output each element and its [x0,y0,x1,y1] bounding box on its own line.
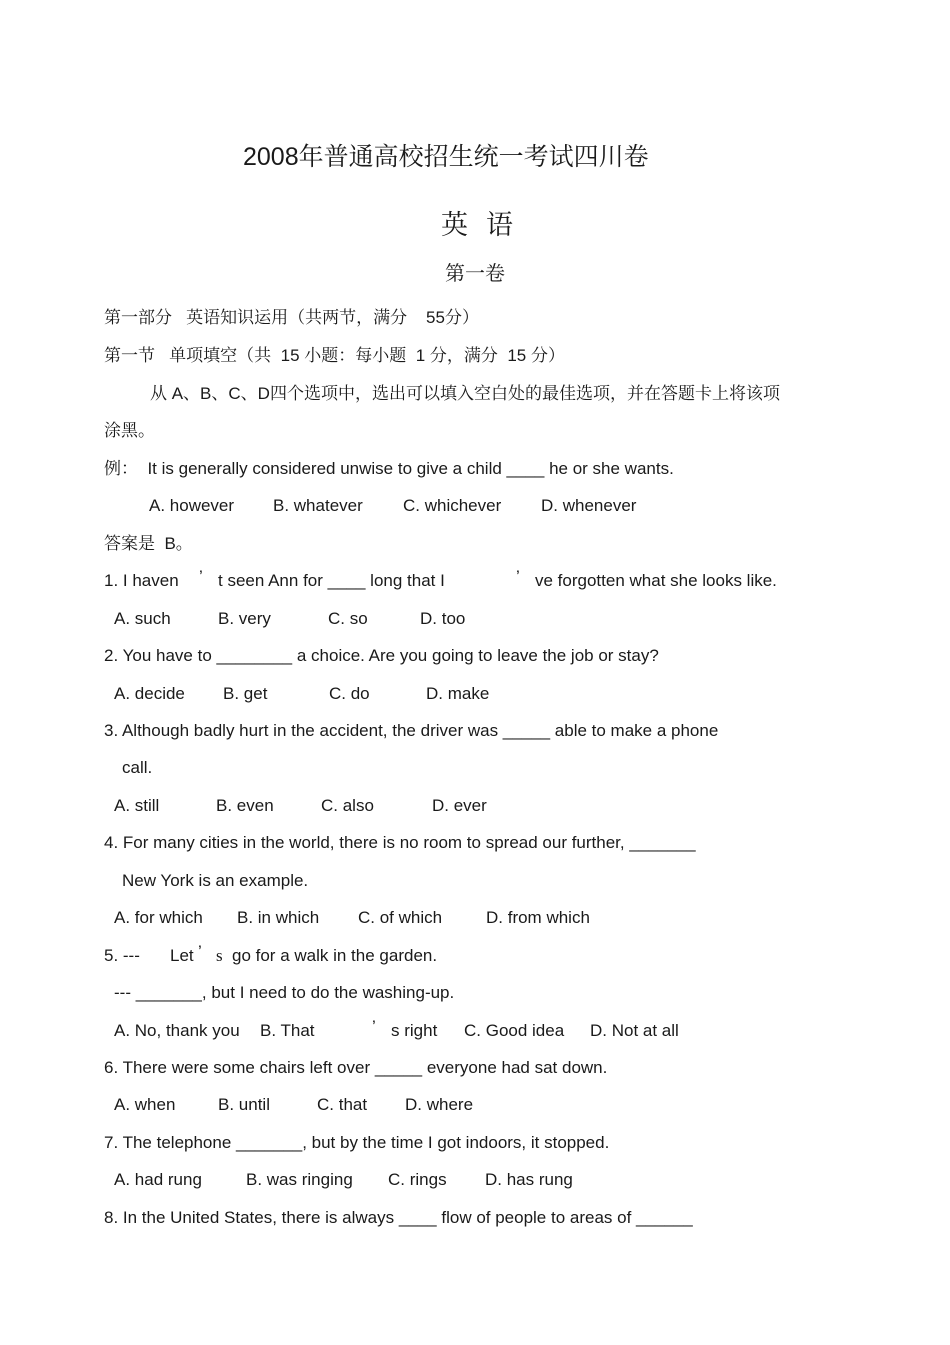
question-2-stem: 2. You have to ________ a choice. Are you going to leave the job or stay? [104,646,659,665]
example-option-a: A. however [149,496,235,515]
question-4-option-c: C. of which [358,908,443,927]
question-5-stem-b: Let [170,946,194,965]
question-1-stem-c: ve forgotten what she looks like. [535,571,777,590]
question-1-option-a: A. such [114,609,171,628]
question-6-stem: 6. There were some chairs left over _____ everyone had sat down. [104,1058,608,1077]
question-5-option-d: D. Not at all [590,1021,679,1040]
section-heading: 第一节 单项填空（共 15 小题：每小题 1 分，满分 15 分） [104,346,565,365]
question-3-stem-cont: call. [122,758,153,777]
question-1-option-c: C. so [328,609,368,628]
question-5-option-b: B. That [260,1021,315,1040]
question-1-stem-a: 1. I haven [104,571,179,590]
question-6-option-b: B. until [218,1095,270,1114]
apostrophe: ’ [199,567,203,586]
question-5-option-c: C. Good idea [464,1021,565,1040]
question-6-option-d: D. where [405,1095,474,1114]
exam-title: 2008年普通高校招生统一考试四川卷 [243,143,649,171]
question-8-stem: 8. In the United States, there is always ____ flow of people to areas of ______ [104,1208,693,1227]
question-4-option-a: A. for which [114,908,203,927]
question-4-stem: 4. For many cities in the world, there is no room to spread our further, _______ [104,833,696,852]
question-5-option-a: A. No, thank you [114,1021,240,1040]
question-3-option-d: D. ever [432,796,487,815]
directions-line-2: 涂黑。 [104,421,155,440]
question-2-option-a: A. decide [114,684,185,703]
question-7-option-b: B. was ringing [246,1170,353,1189]
question-7-option-a: A. had rung [114,1170,202,1189]
directions-line-1: 从 A、B、C、D四个选项中，选出可以填入空白处的最佳选项，并在答题卡上将该项 [150,384,780,403]
question-7-option-d: D. has rung [485,1170,573,1189]
question-5-stem-a: 5. --- [104,946,140,965]
question-1-option-d: D. too [420,609,466,628]
question-3-stem: 3. Although badly hurt in the accident, the driver was _____ able to make a phone [104,721,719,740]
question-6-option-c: C. that [317,1095,368,1114]
question-6-option-a: A. when [114,1095,176,1114]
question-4-option-b: B. in which [237,908,320,927]
question-3-option-a: A. still [114,796,160,815]
question-5-stem-c: s [216,946,223,965]
question-1-stem-b: t seen Ann for ____ long that I [218,571,445,590]
example-option-c: C. whichever [403,496,502,515]
question-2-option-c: C. do [329,684,370,703]
question-1-option-b: B. very [218,609,271,628]
question-7-stem: 7. The telephone _______, but by the time I got indoors, it stopped. [104,1133,610,1152]
question-3-option-c: C. also [321,796,374,815]
part-heading: 第一部分 英语知识运用（共两节，满分 55分） [104,308,479,327]
example-stem: 例： It is generally considered unwise to give a child ____ he or she wants. [104,459,674,478]
question-5-stem-d: go for a walk in the garden. [232,946,438,965]
question-4-stem-cont: New York is an example. [122,871,309,890]
question-7-option-c: C. rings [388,1170,447,1189]
volume-title: 第一卷 [445,263,505,285]
question-2-option-d: D. make [426,684,490,703]
question-5-option-b-cont: s right [391,1021,438,1040]
question-5-reply: --- _______, but I need to do the washing-up. [114,983,455,1002]
example-answer: 答案是 B。 [104,534,193,553]
apostrophe: ’ [198,942,202,961]
subject-title: 英语 [441,210,531,240]
apostrophe: ’ [372,1017,376,1036]
question-4-option-d: D. from which [486,908,590,927]
question-2-option-b: B. get [223,684,268,703]
apostrophe: ’ [516,567,520,586]
example-option-b: B. whatever [273,496,363,515]
example-option-d: D. whenever [541,496,637,515]
question-3-option-b: B. even [216,796,274,815]
